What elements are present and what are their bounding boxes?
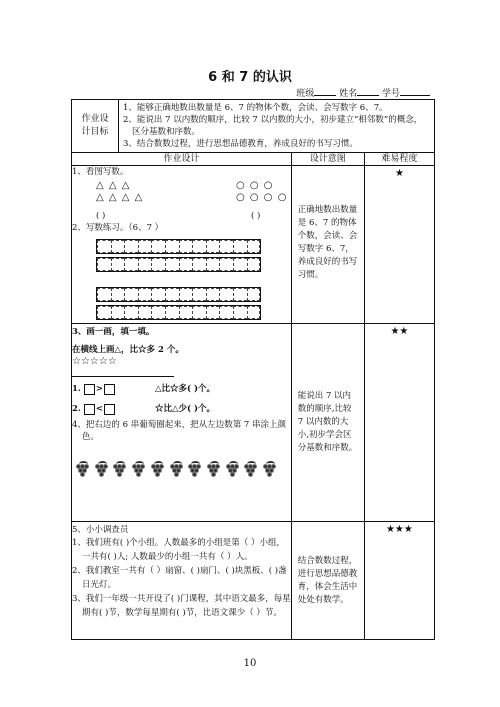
page-title: 6 和 7 的认识 [208, 70, 292, 85]
triangles-row-1: △ △ △ [96, 180, 131, 191]
header-intent: 设计意图 [291, 153, 364, 166]
class-label: 班级 [296, 89, 315, 99]
answer-box[interactable] [104, 384, 115, 395]
intent-2: 能说出 7 以内数的顺序,比较 7 以内数的大小,初步学会区分基数和序数。 [291, 324, 364, 522]
compare-item-2: 2. < ☆比△少( )个。 [72, 404, 216, 414]
goals-label: 作业设计目标 [72, 100, 119, 153]
intent-3: 结合数数过程，进行思想品德教育，体会生活中处处有数学。 [291, 522, 364, 640]
triangles-row-2: △ △ △ △ [96, 192, 144, 203]
question-2: 2、写数练习。（6、7 ） [72, 223, 164, 233]
answer-blank-left[interactable]: ( ) [96, 211, 106, 221]
survey-line-2: 2、我们教室一共有（ ）扇窗、( )扇门、( )块黑板、( )盏日光灯。 [72, 566, 287, 590]
grape-icon[interactable] [113, 461, 128, 477]
writing-grid-1[interactable] [96, 239, 261, 254]
draw-line[interactable] [72, 368, 174, 377]
grape-icon[interactable] [207, 461, 222, 477]
item-2-number: 2. [72, 404, 81, 414]
grape-icon[interactable] [188, 461, 203, 477]
header-design: 作业设计 [72, 153, 292, 166]
circles-row-2: ○ ○ ○ ○ [236, 192, 288, 203]
answer-box[interactable] [84, 404, 95, 415]
section-3 [72, 522, 292, 640]
question-1: 1、看图写数。 [72, 167, 129, 177]
section-1 [72, 166, 292, 324]
goal-item: 3、结合数数过程，进行思想品德教育，养成良好的书写习惯。 [122, 139, 358, 149]
question-3: 3、画一画，填一填。 [72, 327, 155, 337]
grape-icon[interactable] [226, 461, 241, 477]
grape-icon[interactable] [244, 461, 259, 477]
question-4: 4、把右边的 6 串葡萄圈起来，把从左边数第 7 串涂上颜色。 [72, 420, 287, 442]
answer-box[interactable] [104, 404, 115, 415]
intent-1: 正确地数出数量是 6、7 的物体个数，会读、会写数字 6、7，养成良好的书写习惯。 [291, 166, 364, 324]
page-number: 10 [243, 658, 257, 669]
goal-item: 1、能够正确地数出数量是 6、7 的物体个数，会读、会写数字 6、7。 [122, 103, 388, 113]
item-1-text: △比☆多( )个。 [155, 384, 216, 394]
difficulty-1: ★ [364, 166, 434, 324]
grape-icon[interactable] [263, 461, 278, 477]
homework-table [71, 99, 435, 640]
writing-grid-2[interactable] [96, 287, 261, 302]
answer-box[interactable] [84, 384, 95, 395]
header-difficulty: 难易程度 [364, 153, 434, 166]
instruction: 在横线上画△，比☆多 2 个。 [72, 345, 184, 355]
star-row: ☆☆☆☆☆ [72, 356, 117, 367]
item-2-text: ☆比△少( )个。 [155, 404, 216, 414]
grape-icon[interactable] [95, 461, 110, 477]
compare-item-1: 1. > △比☆多( )个。 [72, 384, 216, 394]
student-info [296, 86, 430, 99]
id-label: 学号 [381, 89, 400, 99]
goals-text [118, 100, 434, 153]
item-1-number: 1. [72, 384, 81, 394]
writing-grid-1b[interactable] [96, 257, 261, 272]
survey-line-3: 3、我们一年级一共开设了( )门课程，其中语文最多，每星期有( )节，数学每星期有( )节，比语文课少（ ）节。 [72, 594, 291, 618]
name-blank[interactable] [357, 87, 379, 96]
answer-blank-right[interactable]: ( ) [251, 211, 261, 221]
grapes-row[interactable] [72, 461, 291, 481]
goal-item: 2、能说出 7 以内数的顺序，比较 7 以内数的大小，初步建立“相邻数”的概念，区分基数和序数。 [122, 115, 423, 137]
difficulty-3: ★★★ [364, 522, 434, 640]
grape-icon[interactable] [170, 461, 185, 477]
grape-icon[interactable] [132, 461, 147, 477]
section-2 [72, 324, 292, 522]
difficulty-2: ★★ [364, 324, 434, 522]
circles-row-1: ○ ○ ○ [236, 180, 274, 191]
survey-line-1: 1、我们班有( )个小组。人数最多的小组是第（ ）小组，一共有( )人; 人数最少的小组一共有（ ）人。 [72, 538, 285, 562]
writing-grid-2b[interactable] [96, 305, 261, 320]
grape-icon[interactable] [151, 461, 166, 477]
question-5: 5、小小调查员 [72, 525, 129, 535]
grape-icon[interactable] [76, 461, 91, 477]
class-blank[interactable] [314, 87, 336, 96]
name-label: 姓名 [339, 89, 358, 99]
id-blank[interactable] [400, 87, 430, 96]
